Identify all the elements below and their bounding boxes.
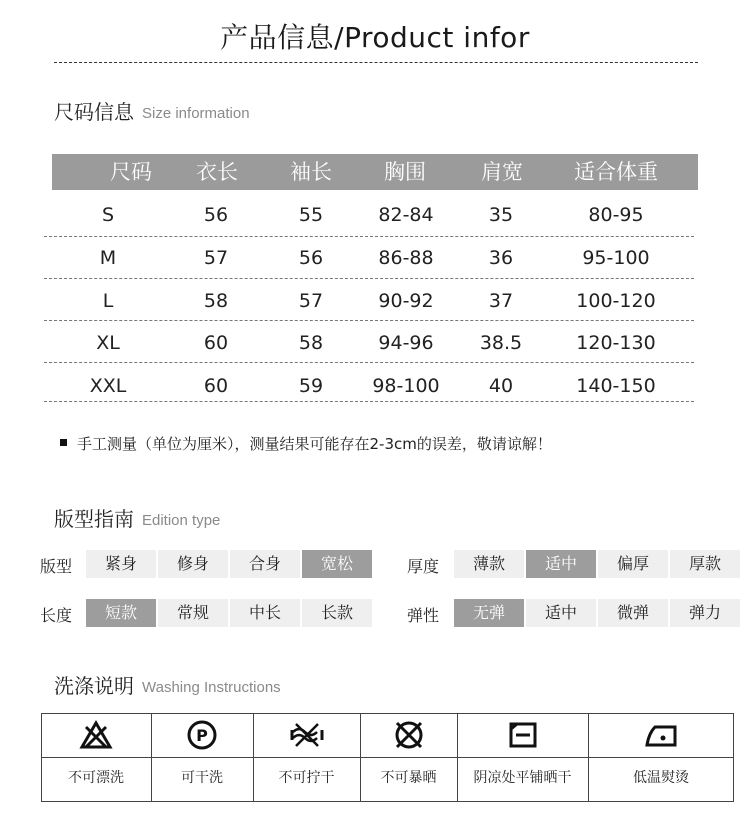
cell-shoulder: 36 [488,247,514,269]
washing-section-title: 洗涤说明 [54,674,134,698]
edition-label-fit: 版型 [40,557,73,576]
size-row [0,238,750,278]
edition-option-length: 中长 [230,599,300,627]
dry-clean-p-icon [151,717,253,753]
size-section-title: 尺码信息 [54,100,134,124]
washing-label: 阴凉处平铺晒干 [473,770,572,786]
size-row [0,366,750,406]
washing-label: 不可拧干 [278,770,335,786]
cell-length: 58 [203,290,229,312]
cell-length: 57 [203,247,229,269]
edition-option-fit: 紧身 [86,550,156,578]
washing-section-heading [54,670,281,699]
header-length: 衣长 [196,160,238,184]
edition-option-thickness: 薄款 [454,550,524,578]
cell-sleeve: 56 [298,247,324,269]
cell-shoulder: 38.5 [479,332,523,354]
page-title: 产品信息/Product infor [220,21,530,54]
cell-size: M [99,247,117,269]
title-divider [54,62,698,63]
cell-length: 60 [203,332,229,354]
edition-section-subtitle: Edition type [142,512,221,529]
cell-chest: 90-92 [378,290,434,312]
row-divider [44,278,694,279]
row-divider [44,362,694,363]
cell-chest: 98-100 [372,375,440,397]
edition-label-thickness: 厚度 [407,557,440,576]
cell-sleeve: 59 [298,375,324,397]
edition-section-heading [54,503,220,532]
washing-section-subtitle: Washing Instructions [142,679,281,696]
edition-option-elasticity: 微弹 [598,599,668,627]
washing-label: 不可漂洗 [68,770,124,786]
cell-shoulder: 40 [488,375,514,397]
cell-weight: 120-130 [576,332,656,354]
edition-option-elasticity: 弹力 [670,599,740,627]
cell-size: L [102,290,114,312]
cell-chest: 86-88 [378,247,434,269]
cell-length: 56 [203,204,229,226]
header-shoulder: 肩宽 [481,160,523,184]
svg-text:P: P [196,726,208,745]
header-chest: 胸围 [384,160,426,184]
no-tumble-dry-icon [360,717,457,753]
edition-option-length-selected: 短款 [86,599,156,627]
header-size: 尺码 [110,160,152,184]
cell-weight: 140-150 [576,375,656,397]
size-row [0,323,750,363]
row-divider [44,236,694,237]
size-row [0,195,750,235]
edition-option-thickness: 偏厚 [598,550,668,578]
edition-option-thickness: 厚款 [670,550,740,578]
washing-label: 低温熨烫 [633,770,689,786]
shade-flat-dry-icon [457,717,588,753]
washing-label: 可干洗 [181,770,223,786]
size-section-subtitle: Size information [142,105,250,122]
cell-weight: 80-95 [588,204,644,226]
cell-weight: 100-120 [576,290,656,312]
edition-option-elasticity: 适中 [526,599,596,627]
edition-option-elasticity-selected: 无弹 [454,599,524,627]
edition-label-length: 长度 [40,606,73,625]
edition-section-title: 版型指南 [54,507,134,531]
edition-option-thickness-selected: 适中 [526,550,596,578]
edition-option-fit-selected: 宽松 [302,550,372,578]
size-table-header [52,154,698,190]
edition-option-fit: 合身 [230,550,300,578]
cell-size: S [101,204,115,226]
cell-sleeve: 58 [298,332,324,354]
cell-shoulder: 37 [488,290,514,312]
measurement-note [60,433,552,454]
bullet-square-icon [60,439,67,446]
size-section-heading [54,96,250,125]
size-row [0,281,750,321]
cell-sleeve: 55 [298,204,324,226]
header-sleeve: 袖长 [290,160,332,184]
cell-length: 60 [203,375,229,397]
edition-option-length: 长款 [302,599,372,627]
cell-shoulder: 35 [488,204,514,226]
row-divider [44,320,694,321]
header-weight: 适合体重 [574,160,658,184]
row-divider [44,401,694,402]
edition-option-fit: 修身 [158,550,228,578]
note-text: 手工测量（单位为厘米），测量结果可能存在2-3cm的误差，敬请谅解！ [77,435,552,453]
cell-chest: 94-96 [378,332,434,354]
washing-label: 不可暴晒 [380,770,437,786]
cell-chest: 82-84 [378,204,434,226]
no-wring-icon [253,717,360,753]
washing-table-divider [41,757,734,758]
no-bleach-icon [41,717,151,753]
cell-size: XL [96,332,120,354]
edition-option-length: 常规 [158,599,228,627]
cell-weight: 95-100 [582,247,650,269]
low-iron-icon [588,717,734,753]
cell-size: XXL [89,375,127,397]
edition-label-elasticity: 弹性 [407,606,440,625]
cell-sleeve: 57 [298,290,324,312]
